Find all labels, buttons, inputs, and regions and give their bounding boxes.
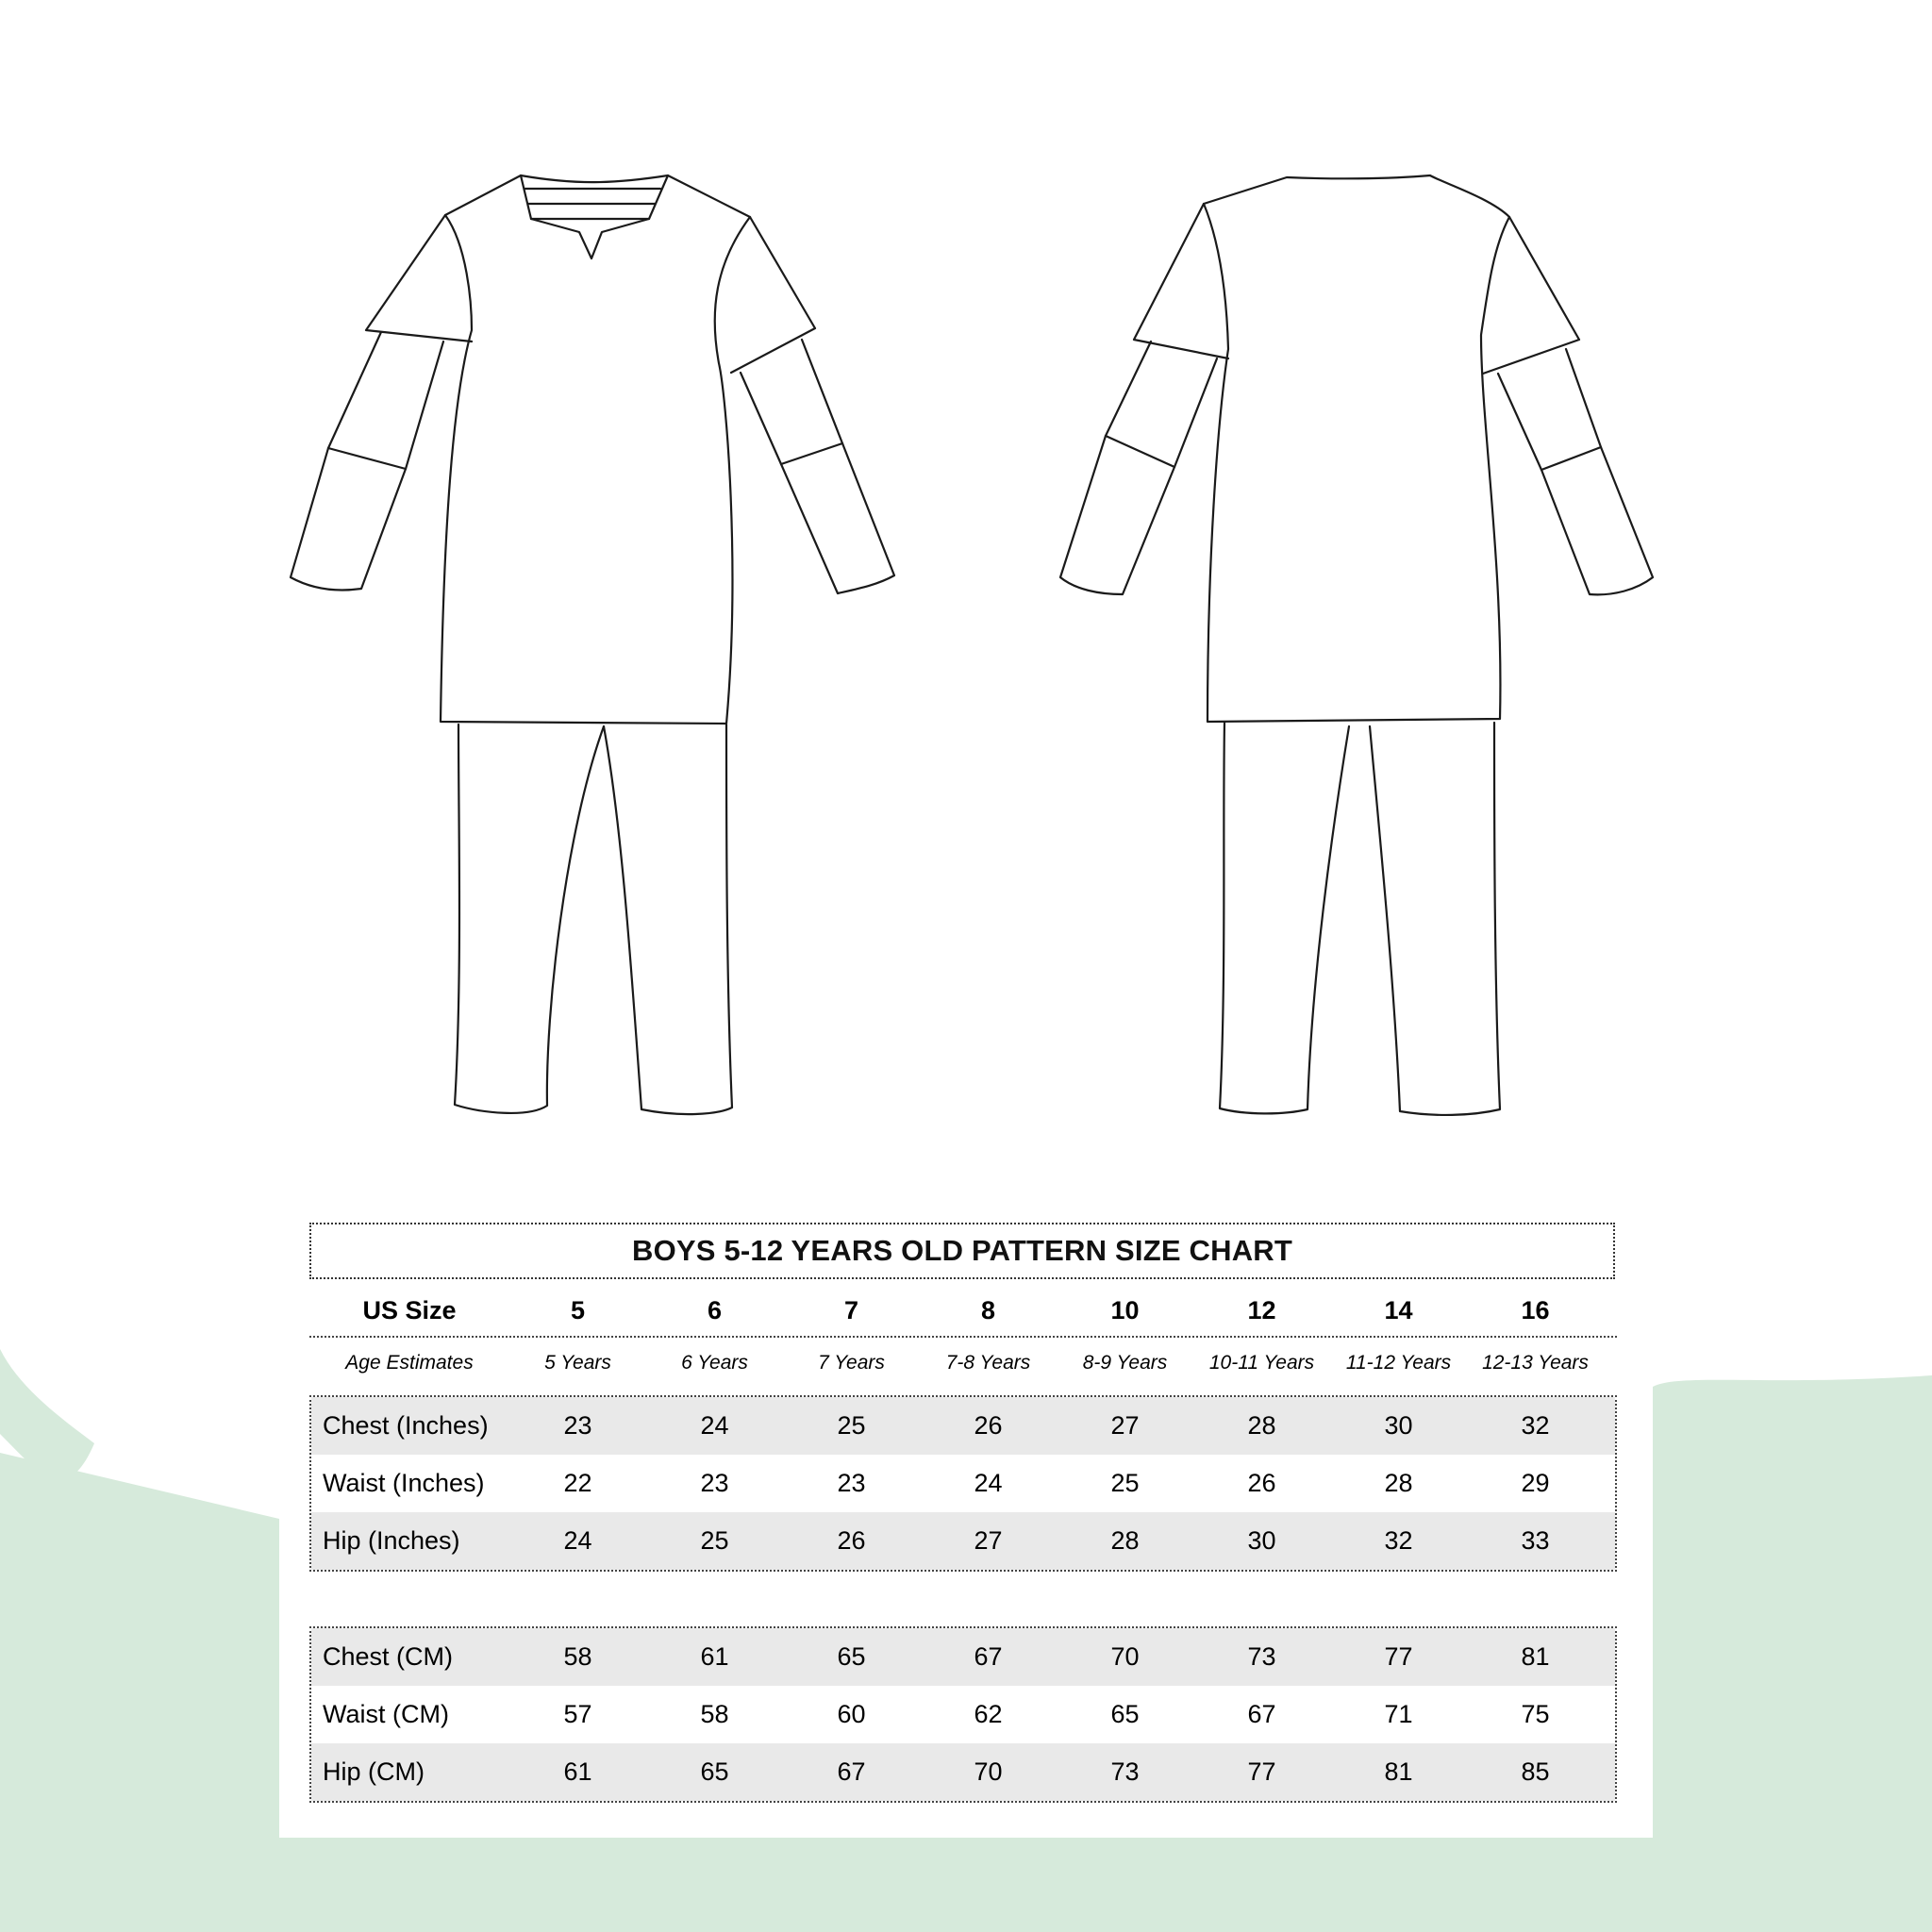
size-12: 12 (1247, 1295, 1276, 1324)
row-label: Chest (Inches) (323, 1411, 489, 1440)
age-value: 11-12 Years (1345, 1352, 1452, 1374)
cell: 24 (700, 1411, 729, 1440)
size-8: 8 (980, 1295, 996, 1324)
garment-front-icon (291, 175, 894, 1114)
row-label: Hip (CM) (323, 1757, 425, 1786)
cell: 28 (1247, 1411, 1276, 1440)
size-header-label: US Size (362, 1295, 457, 1324)
age-value: 7-8 Years (945, 1352, 1031, 1374)
cell: 61 (700, 1642, 729, 1671)
cell: 27 (1110, 1411, 1140, 1440)
row-label: Waist (Inches) (323, 1469, 485, 1497)
cell: 77 (1247, 1757, 1276, 1786)
age-value: 10-11 Years (1208, 1352, 1315, 1374)
age-value: 8-9 Years (1082, 1352, 1168, 1374)
cell: 26 (837, 1526, 866, 1555)
cell: 23 (563, 1411, 592, 1440)
cell: 25 (700, 1526, 729, 1555)
cell: 26 (1247, 1469, 1276, 1497)
cell: 67 (1247, 1700, 1276, 1728)
row-label: Hip (Inches) (323, 1526, 460, 1555)
cell: 70 (1110, 1642, 1140, 1671)
size-7: 7 (843, 1295, 859, 1324)
cell: 28 (1110, 1526, 1140, 1555)
row-label: Waist (CM) (323, 1700, 449, 1728)
size-header-row (309, 1285, 1617, 1338)
cell: 65 (837, 1642, 866, 1671)
cell: 24 (563, 1526, 592, 1555)
age-value: 6 Years (681, 1352, 748, 1374)
cell: 73 (1110, 1757, 1140, 1786)
cell: 61 (563, 1757, 592, 1786)
cell: 27 (974, 1526, 1003, 1555)
table-row (311, 1628, 1615, 1686)
cell: 67 (837, 1757, 866, 1786)
cell: 25 (1110, 1469, 1140, 1497)
inches-table (309, 1395, 1617, 1572)
cell: 60 (837, 1700, 866, 1728)
cell: 33 (1521, 1526, 1550, 1555)
cm-table (309, 1626, 1617, 1803)
cell: 70 (974, 1757, 1003, 1786)
cell: 85 (1521, 1757, 1550, 1786)
cell: 23 (700, 1469, 729, 1497)
cell: 32 (1521, 1411, 1550, 1440)
cell: 26 (974, 1411, 1003, 1440)
cell: 62 (974, 1700, 1003, 1728)
cell: 57 (563, 1700, 592, 1728)
cell: 71 (1384, 1700, 1413, 1728)
cell: 73 (1247, 1642, 1276, 1671)
cell: 58 (700, 1700, 729, 1728)
age-label: Age Estimates (345, 1352, 474, 1374)
cell: 24 (974, 1469, 1003, 1497)
chart-title: BOYS 5-12 YEARS OLD PATTERN SIZE CHART (309, 1223, 1615, 1279)
table-row (311, 1743, 1615, 1801)
table-row (311, 1455, 1615, 1512)
row-label: Chest (CM) (323, 1642, 454, 1671)
age-value: 7 Years (818, 1352, 885, 1374)
size-10: 10 (1110, 1295, 1140, 1324)
size-5: 5 (570, 1295, 586, 1324)
cell: 29 (1521, 1469, 1550, 1497)
garment-back-icon (1060, 175, 1653, 1115)
age-row (309, 1340, 1617, 1387)
age-value: 5 Years (544, 1352, 611, 1374)
cell: 67 (974, 1642, 1003, 1671)
table-row (311, 1686, 1615, 1743)
cell: 32 (1384, 1526, 1413, 1555)
cell: 28 (1384, 1469, 1413, 1497)
cell: 65 (1110, 1700, 1140, 1728)
table-row (311, 1397, 1615, 1455)
cell: 22 (563, 1469, 592, 1497)
cell: 65 (700, 1757, 729, 1786)
cell: 23 (837, 1469, 866, 1497)
cell: 30 (1384, 1411, 1413, 1440)
cell: 30 (1247, 1526, 1276, 1555)
size-14: 14 (1384, 1295, 1413, 1324)
size-6: 6 (707, 1295, 723, 1324)
size-16: 16 (1521, 1295, 1550, 1324)
cell: 81 (1384, 1757, 1413, 1786)
table-row (311, 1512, 1615, 1570)
cell: 75 (1521, 1700, 1550, 1728)
cell: 81 (1521, 1642, 1550, 1671)
cell: 25 (837, 1411, 866, 1440)
age-value: 12-13 Years (1482, 1352, 1589, 1374)
cell: 77 (1384, 1642, 1413, 1671)
cell: 58 (563, 1642, 592, 1671)
